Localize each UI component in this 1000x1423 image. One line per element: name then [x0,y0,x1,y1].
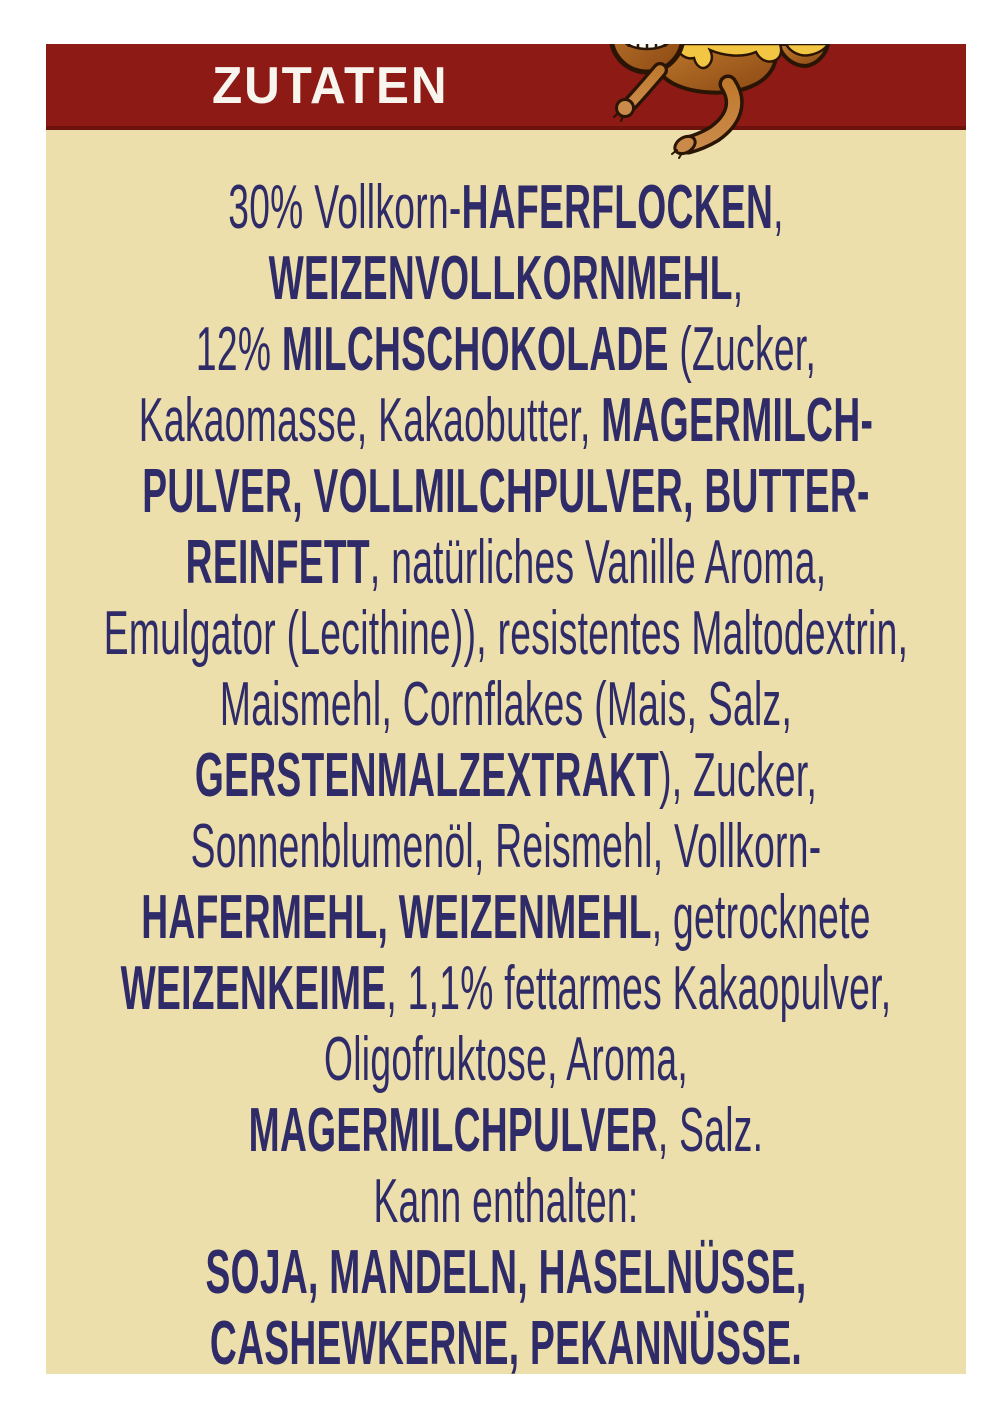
ingredient-line [46,740,966,811]
ingredients-text-block [46,130,966,1374]
ingredient-line [46,811,966,882]
ingredient-text: , [773,173,784,242]
ingredient-text: 12% [195,315,282,384]
ingredient-line [46,385,966,456]
ingredient-emphasis: GERSTENMALZEXTRAKT [194,741,660,810]
ingredient-emphasis: MAGERMILCHPULVER [248,1096,658,1165]
ingredient-line [46,243,966,314]
ingredient-text: Kakaomasse, Kakaobutter, [138,386,602,455]
ingredient-emphasis: HAFERFLOCKEN [461,173,774,242]
ingredient-line [46,1166,966,1237]
ingredient-lines [46,130,966,1374]
ingredient-emphasis: PULVER, VOLLMILCHPULVER, BUTTER- [142,457,870,526]
ingredient-line [46,456,966,527]
ingredient-emphasis: MILCHSCHOKOLADE [281,315,669,384]
ingredient-emphasis: MAGERMILCH- [601,386,874,455]
ingredient-line [46,669,966,740]
header-bar [46,44,966,130]
ingredient-emphasis: REINFETT [185,528,370,597]
ingredient-text: Kann enthalten: [373,1167,639,1236]
ingredient-line [46,1024,966,1095]
ingredient-text: , [732,244,744,313]
ingredient-text: Sonnenblumenöl, Reismehl, Vollkorn- [190,812,822,881]
ingredient-text: Emulgator (Lecithine)), resistentes Maltodextrin, [103,599,909,668]
ingredient-emphasis: SOJA, MANDELN, HASELNÜSSE, [205,1238,807,1307]
ingredient-text: Oligofruktose, Aroma, [324,1025,688,1094]
ingredient-text: Maismehl, Cornflakes (Mais, Salz, [219,670,793,739]
ingredients-label [46,44,966,1374]
ingredient-line [46,1308,966,1374]
ingredient-emphasis: WEIZENVOLLKORNMEHL [268,244,733,313]
ingredient-line [46,1095,966,1166]
ingredient-text: , getrocknete [651,883,871,952]
ingredient-text: ), Zucker, [659,741,818,810]
ingredient-line [46,598,966,669]
ingredient-line [46,882,966,953]
ingredient-text: , 1,1% fettarmes Kakaopulver, [386,954,892,1023]
ingredient-emphasis: WEIZENKEIME [120,954,387,1023]
ingredient-line [46,1237,966,1308]
ingredient-line [46,314,966,385]
ingredient-text: , Salz. [657,1096,764,1165]
ingredient-emphasis: CASHEWKERNE, PEKANNÜSSE. [209,1309,803,1374]
section-title: ZUTATEN [212,57,449,115]
ingredient-line [46,527,966,598]
ingredient-emphasis: HAFERMEHL, WEIZENMEHL [141,883,652,952]
ingredient-line [46,953,966,1024]
ingredient-text: 30% Vollkorn- [228,173,462,242]
ingredient-line [46,172,966,243]
ingredient-text: , natürliches Vanille Aroma, [369,528,827,597]
ingredient-text: (Zucker, [668,315,817,384]
